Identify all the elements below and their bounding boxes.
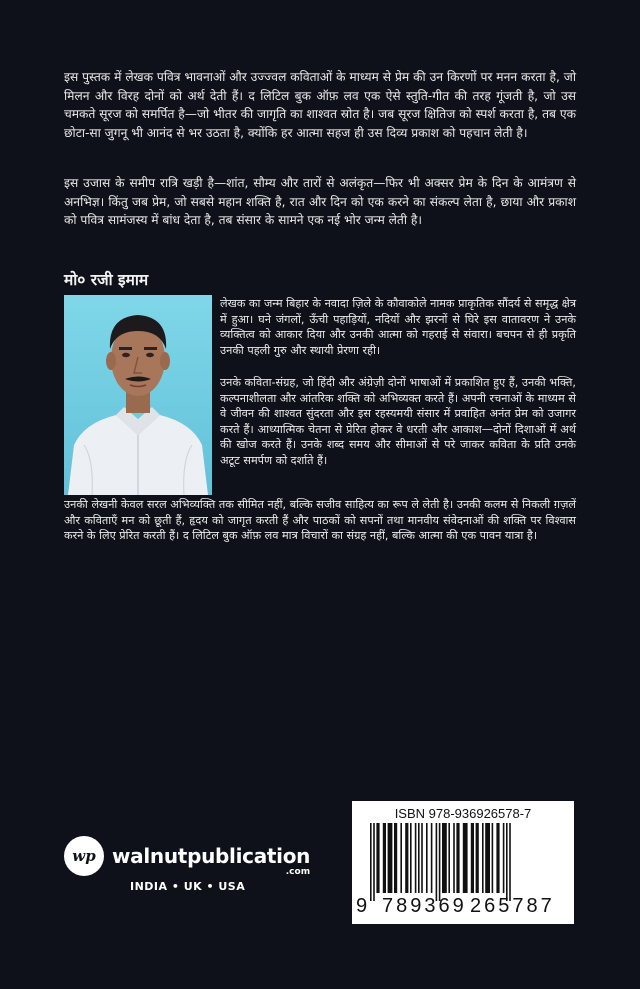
walnut-logo-icon: wp [64, 836, 104, 876]
barcode-bar [410, 823, 412, 893]
barcode-bar [448, 823, 450, 893]
barcode-bar [496, 823, 499, 893]
author-bio-paragraph-1: लेखक का जन्म बिहार के नवादा ज़िले के कौवाकोले नामक प्राकृतिक सौंदर्य से समृद्ध क्षेत्र में हुआ। घने जंगलों, ऊँची पहाड़ियों, नदियों और झरनों से घिरे इस वातावरण ने उनके व्यक्तित्व को आकार दिया और उनकी आत्मा को गहराई से संवारा। बचपन से ही प्रकृति उनकी पहली गुरु और स्थायी प्रेरणा रही। [220, 297, 576, 357]
barcode-bar [383, 823, 386, 893]
author-bio-paragraph-3: उनकी लेखनी केवल सरल अभिव्यक्ति तक सीमित नहीं, बल्कि सजीव साहित्य का रूप ले लेती है। उनकी कलम से निकली ग़ज़लें और कविताएँ मन को छूती हैं, हृदय को जागृत करती हैं और पाठकों को सपनों तथा मानवीय संवेदनाओं की शक्ति पर विश्वास करने के लिए प्रेरित करती हैं। द लिटिल बुक ऑफ़ लव मात्र विचारों का संग्रह नहीं, बल्कि आत्मा की एक पावन यात्रा है। [64, 498, 576, 543]
barcode-bar [471, 823, 474, 893]
publisher-name: walnutpublication [112, 844, 311, 868]
barcode-bar [506, 823, 508, 901]
barcode-bar [503, 823, 505, 893]
blurb-paragraph-1: इस पुस्तक में लेखक पवित्र भावनाओं और उज्ज्वल कविताओं के माध्यम से प्रेम की उन किरणों पर मनन करता है, जो मिलन और विरह दोनों को अर्थ देती हैं। द लिटिल बुक ऑफ़ लव एक ऐसे स्तुति-गीत की तरह गूंजती है, जो उस चमकते सूरज को समर्पित है—जो भीतर की जागृति का शाश्वत स्रोत है। जब सूरज क्षितिज को स्पर्श करता है, तब एक छोटा-सा जुगनू भी आनंद से भर उठता है, क्योंकि हर आत्मा सहज ही उस दिव्य प्रकाश को पहचान लेती है। [64, 70, 576, 140]
barcode-bar [482, 823, 484, 893]
author-photo [64, 295, 212, 495]
barcode-bar [431, 823, 433, 893]
barcode-bar [463, 823, 468, 893]
barcode-bar [421, 823, 423, 893]
barcode-bar [439, 823, 441, 901]
barcode-bar [388, 823, 393, 893]
blurb-paragraph-2: इस उजास के समीप रात्रि खड़ी है—शांत, सौम्य और तारों से अलंकृत—फिर भी अक्सर प्रेम के दिन के आमंत्रण से अनभिज्ञ। किंतु जब प्रेम, जो सबसे महान शक्ति है, रात और दिन को एक करने का संकल्प लेता है, छाया और प्रकाश को पवित्र सामंजस्य में बांध देता है, तब संसार के सामने एक नई भोर जन्म लेती है। [64, 176, 576, 228]
isbn-barcode [352, 801, 574, 924]
barcode-bar [436, 823, 438, 901]
barcode-bar [415, 823, 417, 893]
barcode-bars [362, 823, 564, 903]
isbn-label: ISBN 978-936926578-7 [394, 806, 532, 821]
barcode-bar [476, 823, 479, 893]
barcode-bar [442, 823, 447, 893]
barcode-bar [405, 823, 408, 893]
barcode-bar [376, 823, 379, 893]
barcode-bar [373, 823, 375, 901]
barcode-bar [426, 823, 428, 893]
barcode-bar [418, 823, 420, 893]
publisher-domain: .com [285, 867, 311, 877]
barcode-right-digits: 265787 [470, 895, 555, 917]
barcode-bar [370, 823, 372, 901]
barcode-bar [453, 823, 455, 893]
publisher-regions: INDIA • UK • USA [130, 880, 246, 893]
barcode-bar [400, 823, 402, 893]
barcode-bar [394, 823, 397, 893]
author-name: मो० रजी इमाम [64, 271, 149, 289]
barcode-lead-digit: 9 [356, 895, 368, 917]
barcode-left-digits: 789369 [382, 895, 467, 917]
author-bio-paragraph-2: उनके कविता-संग्रह, जो हिंदी और अंग्रेज़ी दोनों भाषाओं में प्रकाशित हुए हैं, उनकी भक्ति, कल्पनाशीलता और आंतरिक शक्ति को अभिव्यक्त करते हैं। अपनी रचनाओं के माध्यम से वे जीवन की शाश्वत सुंदरता और इस रहस्यमयी संसार में प्रवाहित अनंत प्रेम को उजागर करते हैं। आध्यात्मिक चेतना से प्रेरित होकर वे धरती और आकाश—दोनों दिशाओं में अर्थ की खोज करते हैं। उनके शब्द समय और सीमाओं से परे जाकर कविता के प्रति उनके अटूट समर्पण को दर्शाते हैं। [220, 376, 576, 467]
author-portrait-illustration [64, 295, 212, 495]
publisher-logo [64, 836, 310, 876]
barcode-bar [456, 823, 459, 893]
barcode-bar [492, 823, 494, 893]
barcode-bar [485, 823, 490, 893]
barcode-bar [509, 823, 511, 901]
